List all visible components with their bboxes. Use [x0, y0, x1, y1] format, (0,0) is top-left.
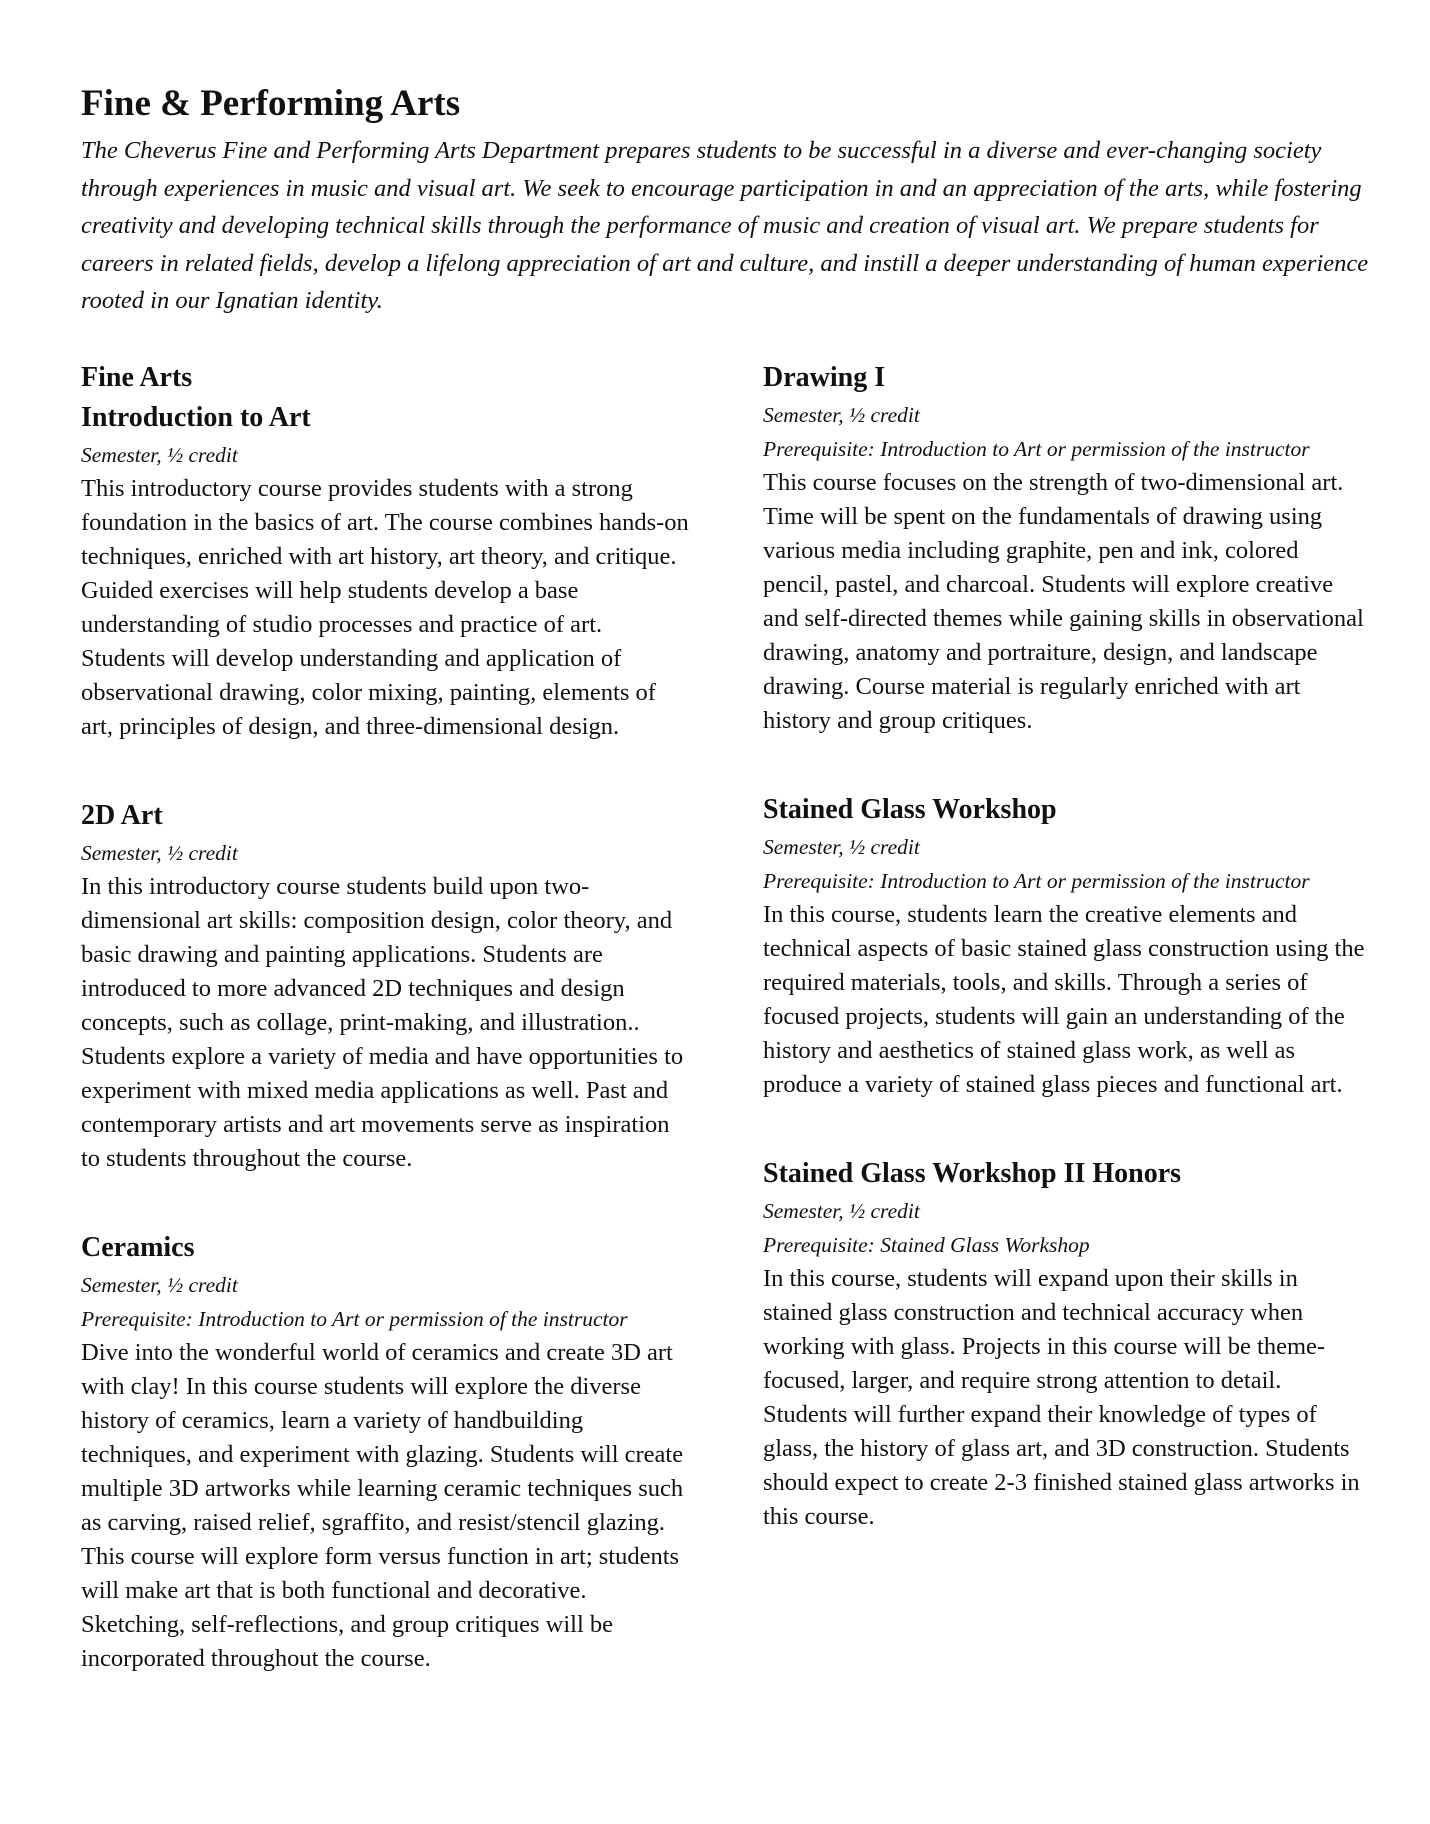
- course-title: Introduction to Art: [81, 402, 311, 433]
- course-description: In this introductory course students build upon two-dimensional art skills: composition design, color theory, and basic drawing and painting applications. Students are introduced to more advanced 2D techniques and design concepts, such as collage, print-making, and illustration.. Students explore a variety of media and have opportunities to experiment with mixed media applications as well. Past and contemporary artists and art movements serve as inspiration to students throughout the course.: [81, 873, 684, 1172]
- department-intro: The Cheverus Fine and Performing Arts Department prepares students to be successful in a diverse and ever-changing society through experiences in music and visual art. We seek to encourage participation in and an appreciation of the arts, while fostering creativity and developing technical skills through the performance of music and creation of visual art. We prepare students for careers in related fields, develop a lifelong appreciation of art and culture, and instill a deeper understanding of human experience rooted in our Ignatian identity.: [81, 137, 1369, 314]
- right-column: [763, 358, 1369, 1586]
- course-title: Ceramics: [81, 1232, 195, 1263]
- course-description: In this course, students learn the creative elements and technical aspects of basic stained glass construction using the required materials, tools, and skills. Through a series of focused projects, students will gain an understanding of the history and aesthetics of stained glass work, as well as produce a variety of stained glass pieces and functional art.: [763, 901, 1365, 1098]
- course-description: This introductory course provides students with a strong foundation in the basics of art. The course combines hands-on techniques, enriched with art history, art theory, and critique. Guided exercises will help students develop a base understanding of studio processes and practice of art. Students will develop understanding and application of observational drawing, color mixing, painting, elements of art, principles of design, and three-dimensional design.: [81, 475, 689, 740]
- course-term: Semester, ½ credit: [763, 1199, 920, 1223]
- course-prerequisite: Prerequisite: Stained Glass Workshop: [763, 1233, 1090, 1257]
- section-heading-fine-arts: Fine Arts: [81, 362, 193, 393]
- course-description: Dive into the wonderful world of ceramics and create 3D art with clay! In this course students will explore the diverse history of ceramics, learn a variety of handbuilding techniques, and experiment with glazing. Students will create multiple 3D artworks while learning ceramic techniques such as carving, raised relief, sgraffito, and resist/stencil glazing. This course will explore form versus function in art; students will make art that is both functional and decorative. Sketching, self-reflections, and group critiques will be incorporated throughout the course.: [81, 1339, 684, 1672]
- course-ceramics: [81, 1228, 691, 1676]
- course-introduction-to-art: [81, 398, 691, 744]
- course-title: 2D Art: [81, 800, 163, 831]
- course-term: Semester, ½ credit: [763, 835, 920, 859]
- course-prerequisite: Prerequisite: Introduction to Art or permission of the instructor: [763, 437, 1310, 461]
- course-prerequisite: Prerequisite: Introduction to Art or permission of the instructor: [81, 1307, 628, 1331]
- course-2d-art: [81, 796, 691, 1176]
- course-title: Drawing I: [763, 362, 886, 393]
- course-stained-glass-workshop-ii-honors: [763, 1154, 1369, 1534]
- course-description: This course focuses on the strength of two-dimensional art. Time will be spent on the fundamentals of drawing using various media including graphite, pen and ink, colored pencil, pastel, and charcoal. Students will explore creative and self-directed themes while gaining skills in observational drawing, anatomy and portraiture, design, and landscape drawing. Course material is regularly enriched with art history and group critiques.: [763, 469, 1364, 734]
- course-term: Semester, ½ credit: [81, 841, 238, 865]
- course-term: Semester, ½ credit: [81, 443, 238, 467]
- course-stained-glass-workshop: [763, 790, 1369, 1102]
- course-term: Semester, ½ credit: [763, 403, 920, 427]
- course-title: Stained Glass Workshop: [763, 794, 1057, 825]
- course-term: Semester, ½ credit: [81, 1273, 238, 1297]
- left-column: [81, 358, 691, 1728]
- course-description: In this course, students will expand upon their skills in stained glass construction and technical accuracy when working with glass. Projects in this course will be theme-focused, larger, and require strong attention to detail. Students will further expand their knowledge of types of glass, the history of glass art, and 3D construction. Students should expect to create 2-3 finished stained glass artworks in this course.: [763, 1265, 1360, 1530]
- course-prerequisite: Prerequisite: Introduction to Art or permission of the instructor: [763, 869, 1310, 893]
- page-title: Fine & Performing Arts: [81, 83, 461, 124]
- course-title: Stained Glass Workshop II Honors: [763, 1158, 1182, 1189]
- course-drawing-i: [763, 358, 1369, 738]
